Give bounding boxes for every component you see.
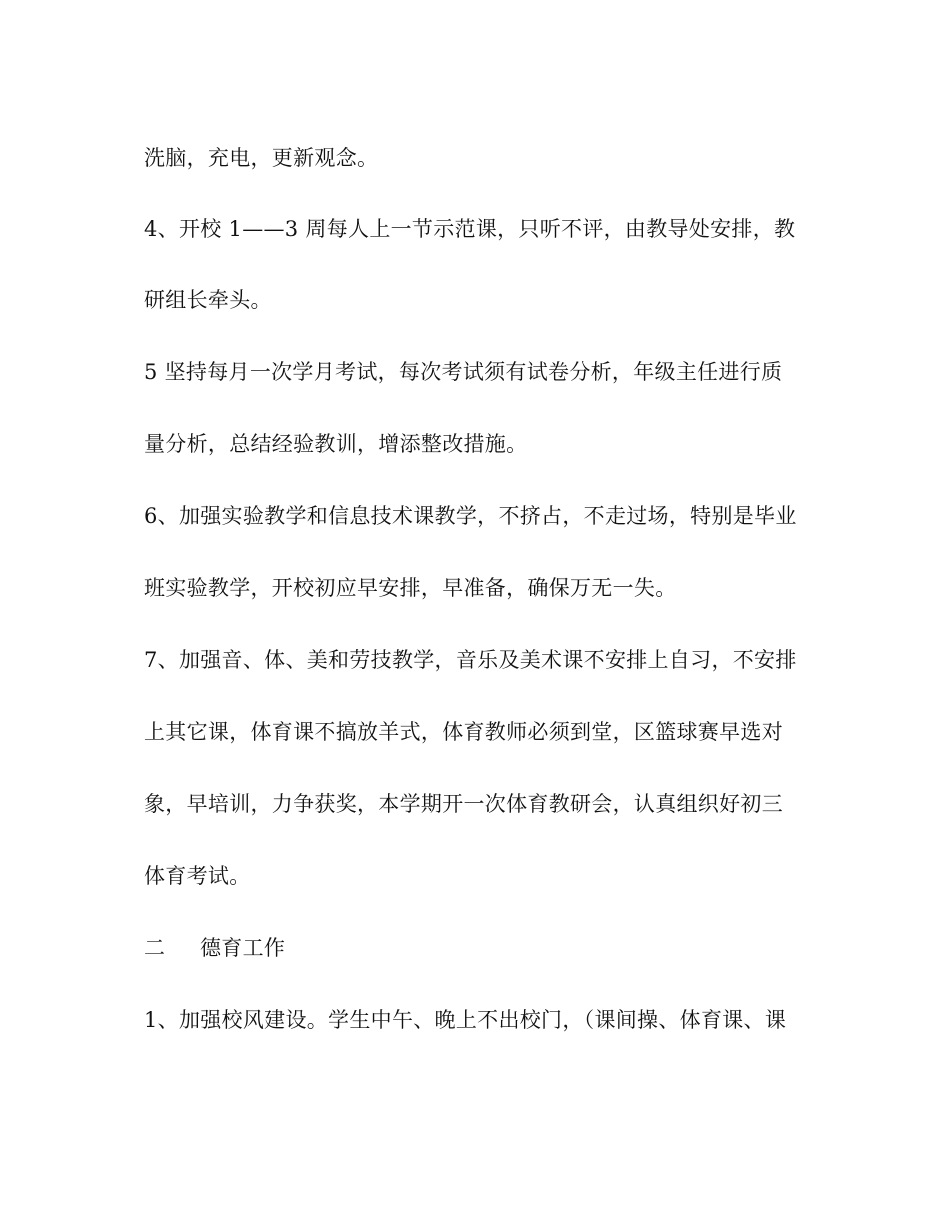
text-line-8: 7、加强音、体、美和劳技教学，音乐及美术课不安排上自习，不安排: [144, 648, 797, 672]
section-heading-title: 德育工作: [200, 936, 286, 960]
text-line-10: 象，早培训，力争获奖，本学期开一次体育教研会，认真组织好初三: [144, 792, 783, 816]
text-line-9: 上其它课，体育课不搞放羊式，体育教师必须到堂，区篮球赛早选对: [144, 720, 783, 744]
text-line-2: 4、开校 1——3 周每人上一节示范课，只听不评，由教导处安排，教: [144, 217, 796, 241]
text-line-4: 5 坚持每月一次学月考试，每次考试须有试卷分析，年级主任进行质: [144, 360, 783, 384]
text-line-3: 研组长牵头。: [144, 288, 272, 312]
text-line-7: 班实验教学，开校初应早安排，早准备，确保万无一失。: [144, 576, 677, 600]
text-line-11: 体育考试。: [144, 864, 251, 888]
text-line-12: 1、加强校风建设。学生中午、晚上不出校门，（课间操、体育课、课: [144, 1008, 787, 1032]
section-heading-number: 二: [144, 936, 166, 960]
section-heading: [144, 933, 824, 963]
text-line-5: 量分析，总结经验教训，增添整改措施。: [144, 432, 528, 456]
text-line-6: 6、加强实验教学和信息技术课教学，不挤占，不走过场，特别是毕业: [144, 504, 797, 528]
text-line-1: 洗脑，充电，更新观念。: [144, 146, 379, 170]
